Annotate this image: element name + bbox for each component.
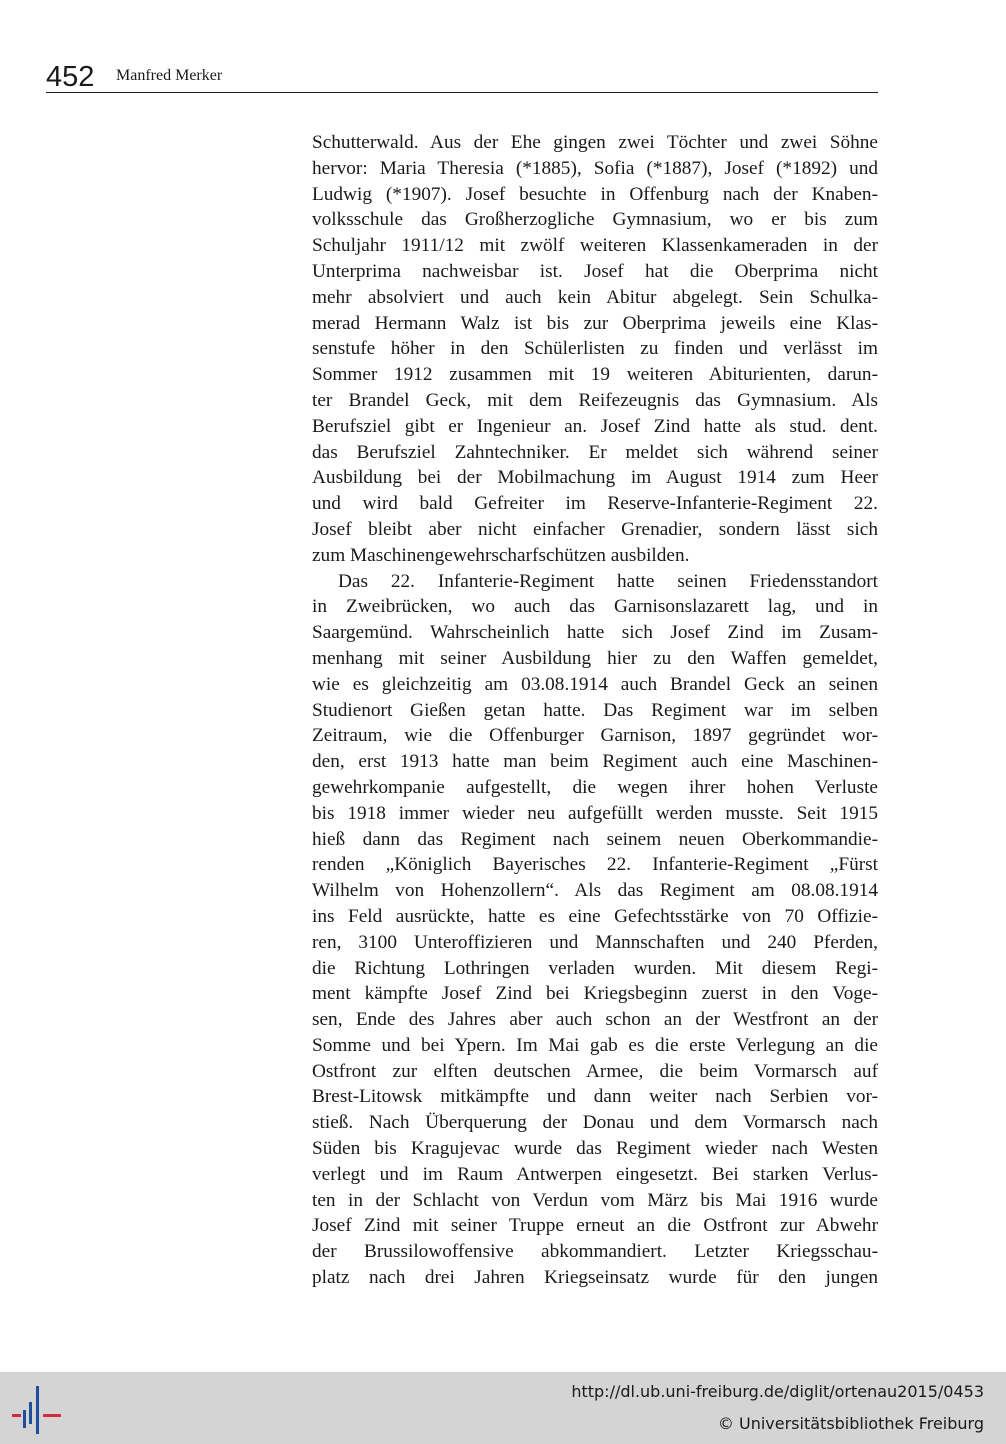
text-line: in Zweibrücken, wo auch das Garnisonslazarett lag, und in [312,596,878,618]
text-line: verlegt und im Raum Antwerpen eingesetzt. Bei starken Verlus- [312,1163,878,1185]
text-line: das Berufsziel Zahntechniker. Er meldet sich während seiner [312,441,878,463]
text-line: bis 1918 immer wieder neu aufgefüllt werden musste. Seit 1915 [312,802,878,824]
logo-bar-blue [23,1410,26,1428]
text-line: den, erst 1913 hatte man beim Regiment auch eine Maschinen- [312,751,878,773]
text-line: Saargemünd. Wahrscheinlich hatte sich Josef Zind im Zusam- [312,622,878,644]
text-line: hieß dann das Regiment nach seinem neuen Oberkommandie- [312,828,878,850]
text-line: zum Maschinengewehrscharfschützen ausbilden. [312,544,690,566]
text-line: die Richtung Lothringen verladen wurden. Mit diesem Regi- [312,957,878,979]
text-line: renden „Königlich Bayerisches 22. Infanterie-Regiment „Fürst [312,854,878,876]
copyright-notice: © Universitätsbibliothek Freiburg [717,1414,984,1433]
text-line: platz nach drei Jahren Kriegseinsatz wurde für den jungen [312,1267,878,1289]
text-line: Süden bis Kragujevac wurde das Regiment wieder nach Westen [312,1138,878,1160]
text-line: und wird bald Gefreiter im Reserve-Infanterie-Regiment 22. [312,493,878,515]
text-line: Unterprima nachweisbar ist. Josef hat die Oberprima nicht [312,260,878,282]
text-line: Ostfront zur elften deutschen Armee, die beim Vormarsch auf [312,1060,878,1082]
text-line: Brest-Litowsk mitkämpfte und dann weiter nach Serbien vor- [312,1086,878,1108]
text-line: der Brussilowoffensive abkommandiert. Letzter Kriegsschau- [312,1241,878,1263]
body-text [312,130,878,1291]
text-line: ins Feld ausrückte, hatte es eine Gefechtsstärke von 70 Offizie- [312,905,878,927]
text-line: senstufe höher in den Schülerlisten zu finden und verlässt im [312,338,878,360]
text-line: gewehrkompanie aufgestellt, die wegen ihrer hohen Verluste [312,776,878,798]
text-line: stieß. Nach Überquerung der Donau und dem Vormarsch nach [312,1112,878,1134]
footer-bar [0,1372,1006,1444]
text-line: merad Hermann Walz ist bis zur Oberprima jeweils eine Klas- [312,312,878,334]
text-line: Das 22. Infanterie-Regiment hatte seinen Friedensstandort [338,570,878,592]
running-head: Manfred Merker [116,67,223,84]
page-header [46,58,878,93]
text-line: Studienort Gießen getan hatte. Das Regiment war im selben [312,699,878,721]
text-line: ter Brandel Geck, mit dem Reifezeugnis das Gymnasium. Als [312,389,878,411]
text-line: Ludwig (*1907). Josef besuchte in Offenburg nach der Knaben- [312,183,878,205]
text-line: Josef bleibt aber nicht einfacher Grenadier, sondern lässt sich [312,518,878,540]
text-line: Berufsziel gibt er Ingenieur an. Josef Zind hatte als stud. dent. [312,415,878,437]
text-line: hervor: Maria Theresia (*1885), Sofia (*1887), Josef (*1892) und [312,157,878,179]
text-line: Somme und bei Ypern. Im Mai gab es die erste Verlegung an die [312,1034,878,1056]
text-line: Sommer 1912 zusammen mit 19 weiteren Abiturienten, darun- [312,364,878,386]
logo-dash-red [12,1414,21,1417]
text-line: ment kämpfte Josef Zind bei Kriegsbeginn zuerst in den Voge- [312,983,878,1005]
text-line: Zeitraum, wie die Offenburger Garnison, 1897 gegründet wor- [312,725,878,747]
text-line: mehr absolviert und auch kein Abitur abgelegt. Sein Schulka- [312,286,878,308]
source-link[interactable]: http://dl.ub.uni-freiburg.de/diglit/ortenau2015/0453 [571,1382,984,1401]
text-line: Schutterwald. Aus der Ehe gingen zwei Töchter und zwei Söhne [312,132,878,153]
logo-dash-red [43,1414,61,1417]
text-line: ten in der Schlacht von Verdun vom März bis Mai 1916 wurde [312,1189,878,1211]
logo-bar-blue [36,1386,39,1434]
ub-freiburg-logo-icon [0,1372,80,1444]
text-line: Josef Zind mit seiner Truppe erneut an die Ostfront zur Abwehr [312,1215,878,1237]
text-line: wie es gleichzeitig am 03.08.1914 auch Brandel Geck an seinen [312,673,878,695]
text-line: volksschule das Großherzogliche Gymnasium, wo er bis zum [312,209,878,231]
text-line: Ausbildung bei der Mobilmachung im August 1914 zum Heer [312,467,878,489]
text-line: menhang mit seiner Ausbildung hier zu den Waffen gemeldet, [312,647,878,669]
text-line: Schuljahr 1911/12 mit zwölf weiteren Klassenkameraden in der [312,235,878,257]
text-line: sen, Ende des Jahres aber auch schon an der Westfront an der [312,1009,878,1031]
logo-bar-blue [29,1402,32,1424]
text-line: Wilhelm von Hohenzollern“. Als das Regiment am 08.08.1914 [312,880,878,902]
text-line: ren, 3100 Unteroffizieren und Mannschaften und 240 Pferden, [312,931,878,953]
page-number: 452 [46,61,95,93]
